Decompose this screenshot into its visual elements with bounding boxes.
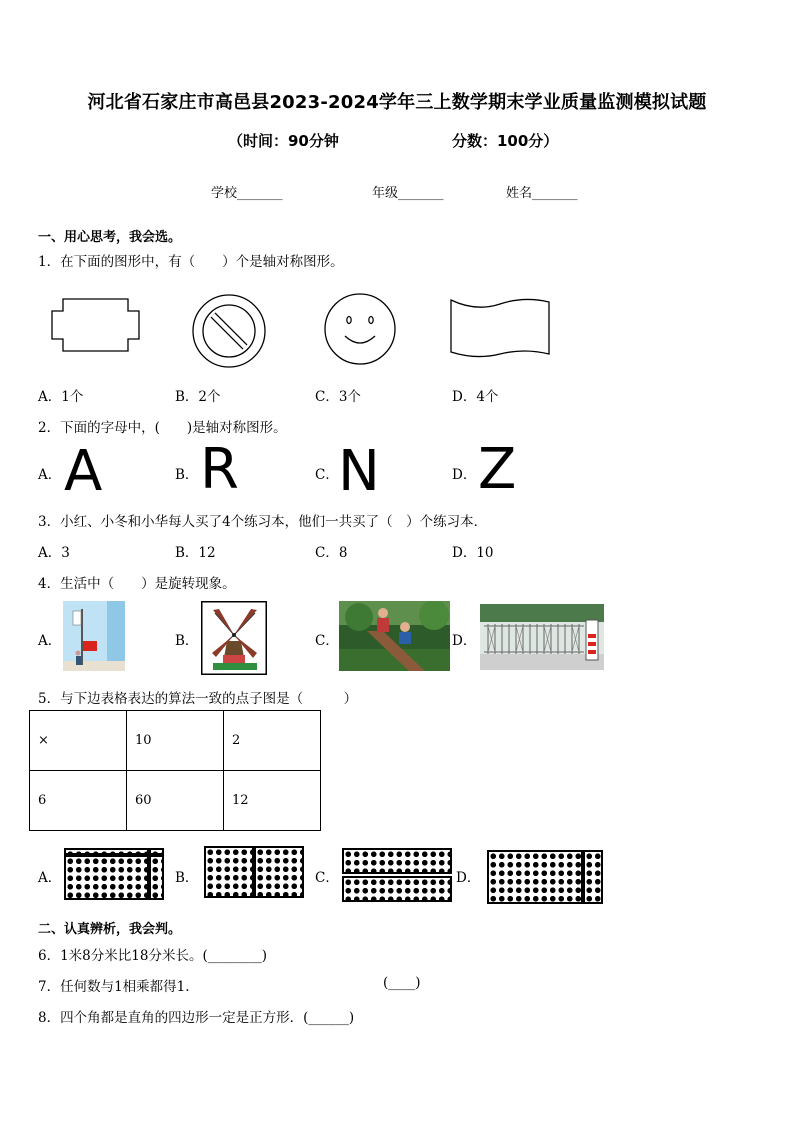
letter-n: N (338, 439, 380, 504)
dot-array-b (204, 846, 304, 898)
q3-option-a[interactable]: A．3 (38, 545, 70, 561)
q4-option-a-label[interactable]: A． (38, 633, 62, 649)
q5-option-a-label[interactable]: A． (38, 870, 62, 886)
dot-array-a (64, 848, 164, 900)
q4-option-b-label[interactable]: B． (175, 633, 199, 649)
exam-time: （时间：90分钟 (228, 132, 339, 150)
table-row (30, 771, 321, 831)
dot-array-d (487, 850, 603, 904)
q1-option-b[interactable]: B．2个 (175, 389, 221, 405)
q1-option-d[interactable]: D．4个 (452, 389, 499, 405)
wavy-flag-figure (448, 296, 552, 358)
question-4: 4．生活中（ ）是旋转现象。 (38, 576, 236, 592)
table-cell: 6 (30, 771, 127, 831)
q2-option-c-label[interactable]: C． (315, 467, 339, 483)
q2-option-b-label[interactable]: B． (175, 467, 199, 483)
section-1-heading: 一、用心思考，我会选。 (38, 230, 182, 245)
question-3: 3．小红、小冬和小华每人买了4个练习本，他们一共买了（ ）个练习本． (38, 514, 488, 530)
q1-option-a[interactable]: A．1个 (38, 389, 84, 405)
q4-option-d-label[interactable]: D． (452, 633, 477, 649)
q3-option-b[interactable]: B．12 (175, 545, 216, 561)
question-1: 1．在下面的图形中，有（ ）个是轴对称图形。 (38, 254, 344, 270)
q2-option-d-label[interactable]: D． (452, 467, 477, 483)
multiplication-table (29, 710, 321, 831)
retractable-gate-picture (480, 604, 604, 670)
table-cell: 2 (224, 711, 321, 771)
q4-option-c-label[interactable]: C． (315, 633, 339, 649)
question-8: 8．四个角都是直角的四边形一定是正方形．(______) (38, 1010, 355, 1026)
q3-option-c[interactable]: C．8 (315, 545, 348, 561)
q5-option-d-label[interactable]: D． (456, 870, 481, 886)
question-2: 2．下面的字母中，( )是轴对称图形。 (38, 420, 287, 436)
table-cell: 60 (127, 771, 224, 831)
smiley-face-figure (323, 292, 397, 366)
q5-option-b-label[interactable]: B． (175, 870, 199, 886)
windmill-picture (201, 601, 267, 675)
letter-a: A (64, 439, 103, 504)
question-7: 7．任何数与1相乘都得1. (38, 979, 190, 995)
question-7-blank[interactable]: (____) (383, 975, 421, 991)
flag-raising-picture (63, 601, 125, 671)
table-cell: 10 (127, 711, 224, 771)
q5-option-c-label[interactable]: C． (315, 870, 339, 886)
q2-option-a-label[interactable]: A． (38, 467, 62, 483)
no-entry-sign-figure (191, 293, 269, 371)
school-field: 学校_______ (211, 186, 283, 201)
section-2-heading: 二、认真辨析，我会判。 (38, 922, 182, 937)
slide-picture (339, 601, 450, 671)
table-cell: 12 (224, 771, 321, 831)
grade-field: 年级_______ (372, 186, 444, 201)
name-field: 姓名_______ (506, 186, 578, 201)
letter-z: Z (478, 437, 517, 502)
dot-array-c (342, 848, 452, 902)
q3-option-d[interactable]: D．10 (452, 545, 494, 561)
letter-r: R (200, 437, 239, 502)
question-6: 6．1米8分米比18分米长。(________) (38, 948, 267, 964)
q1-option-c[interactable]: C．3个 (315, 389, 361, 405)
table-row (30, 711, 321, 771)
table-cell: × (30, 711, 127, 771)
question-5: 5．与下边表格表达的算法一致的点子图是（ ） (38, 691, 358, 707)
cross-shape-figure (50, 296, 142, 354)
exam-score: 分数：100分） (452, 132, 559, 150)
page-title: 河北省石家庄市高邑县2023-2024学年三上数学期末学业质量监测模拟试题 (87, 92, 707, 113)
